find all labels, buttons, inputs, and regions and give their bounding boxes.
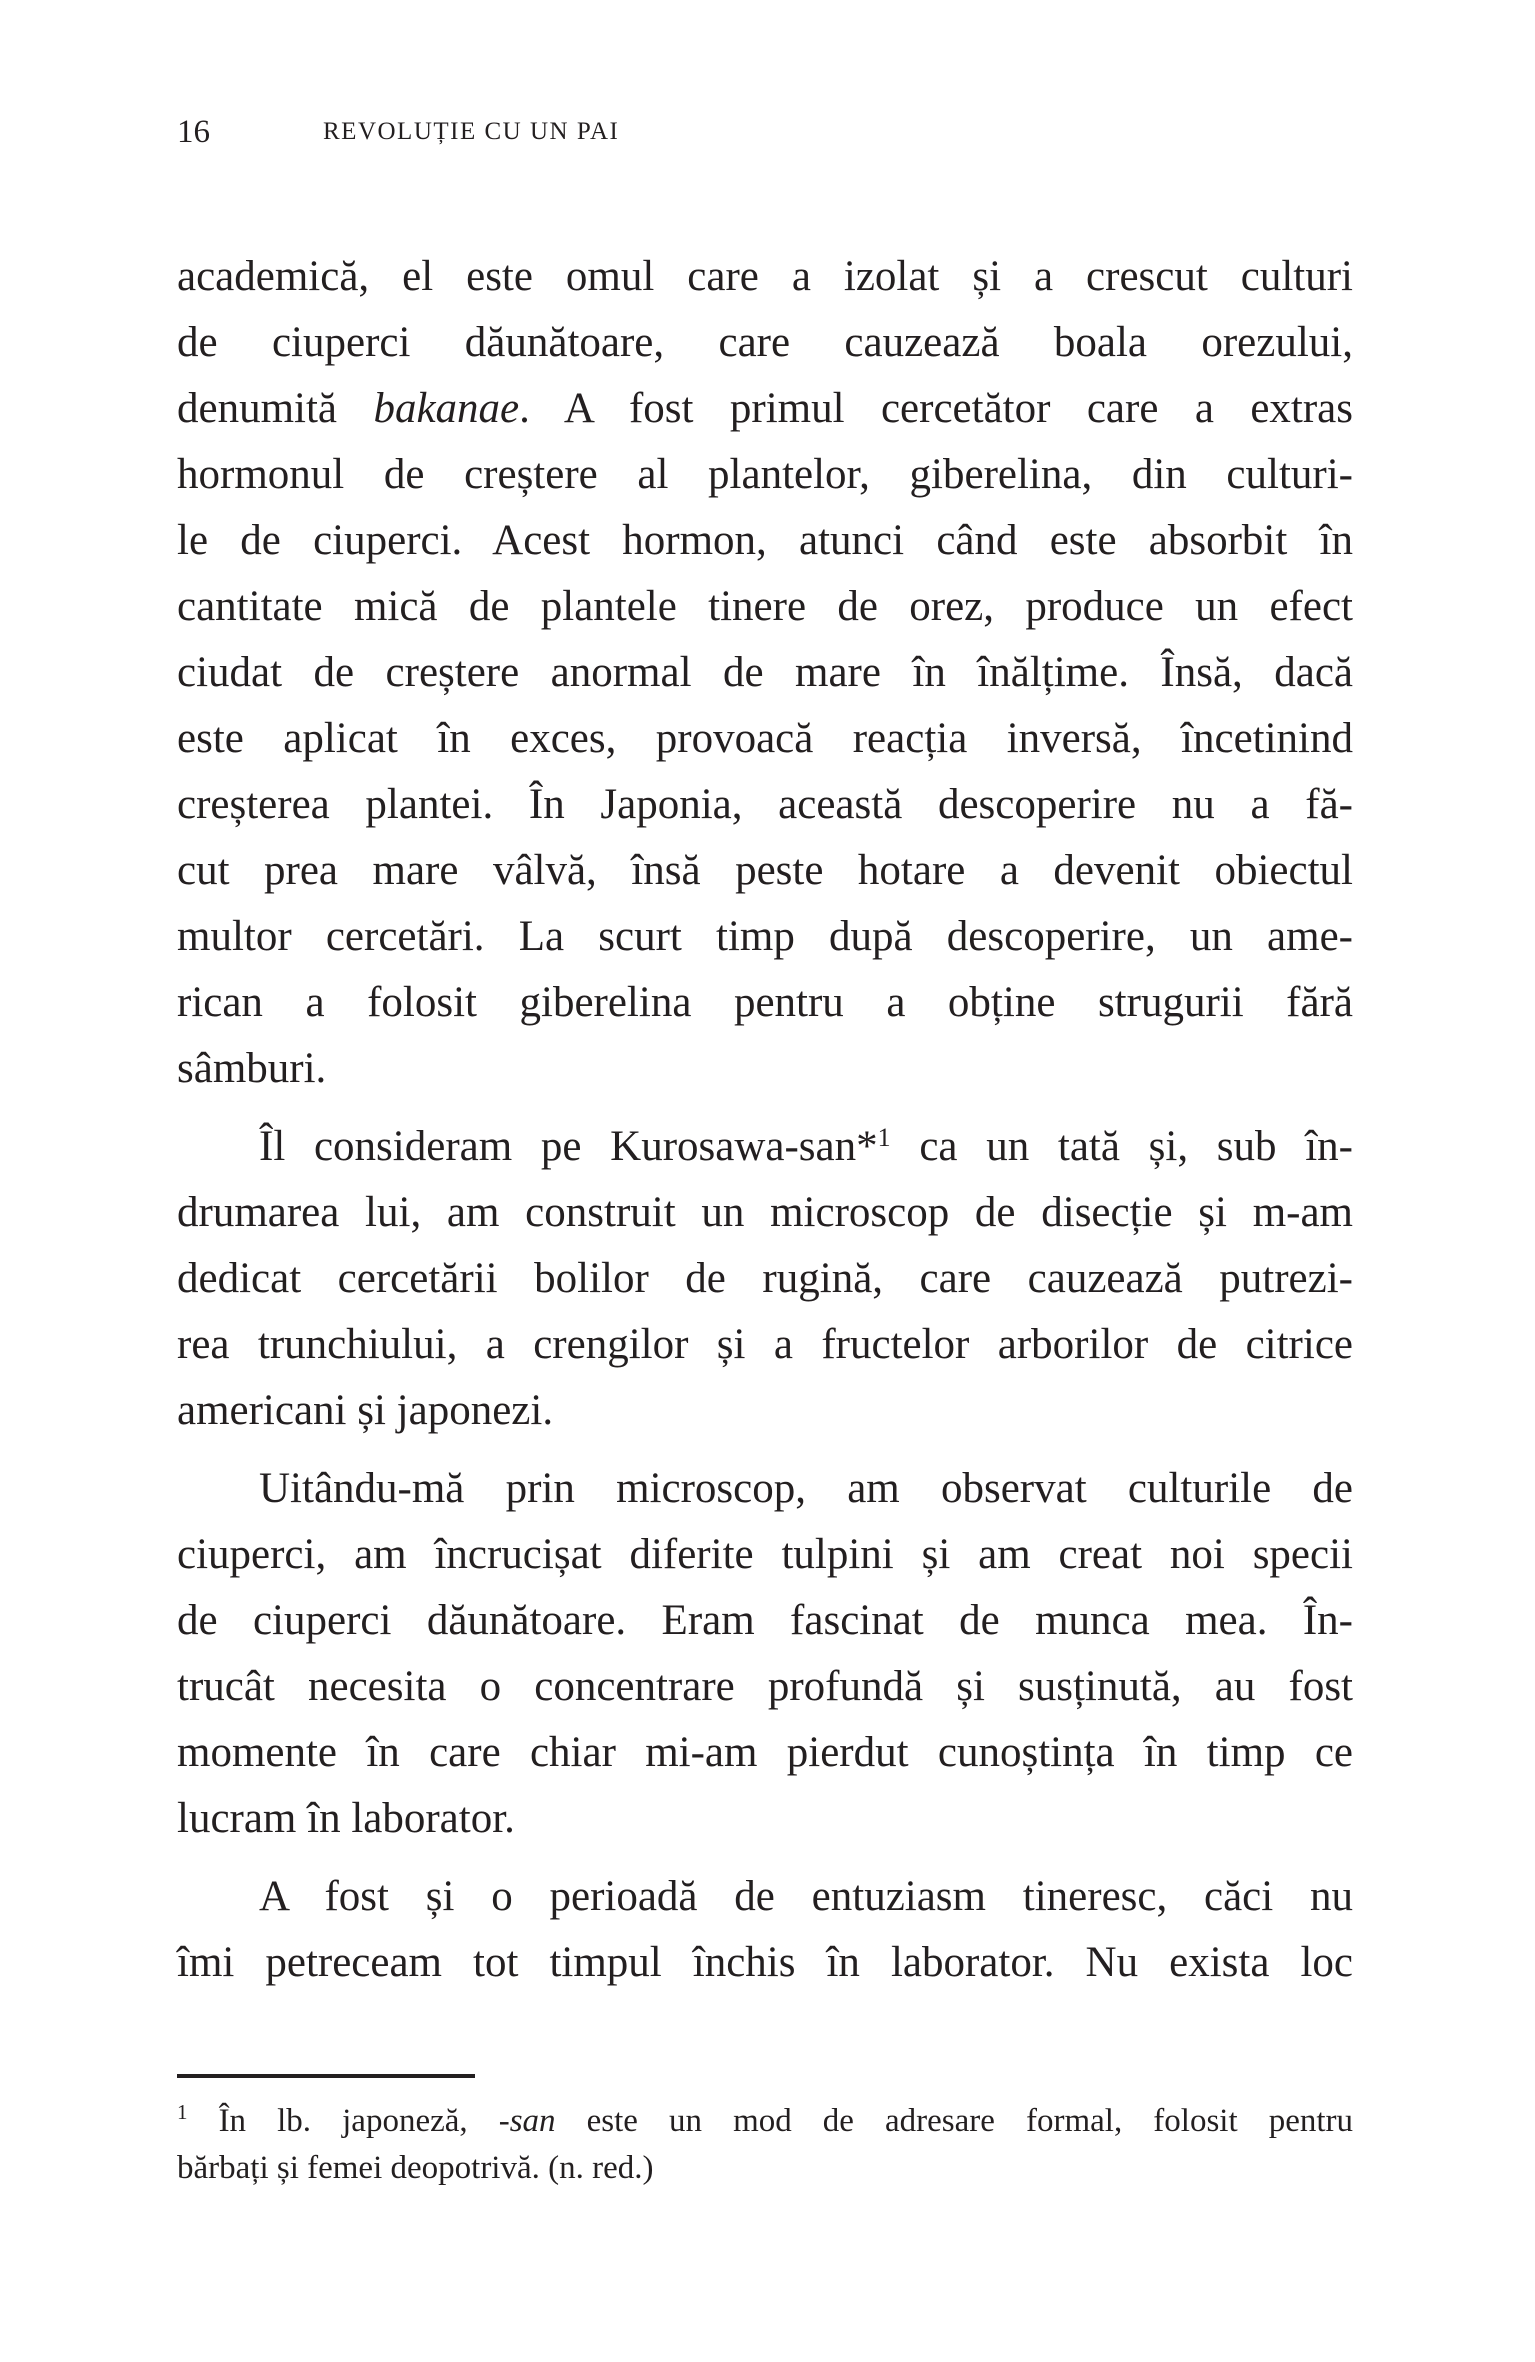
text-segment: le de ciuperci. Acest hormon, atunci când este absorbit în: [177, 517, 1353, 564]
text-segment: trucât necesita o concentrare profundă și susținută, au fost: [177, 1663, 1353, 1710]
text-line: [177, 376, 1353, 442]
text-line: [177, 310, 1353, 376]
page-number: 16: [177, 114, 210, 150]
text-segment: În lb. japoneză, -: [187, 2103, 510, 2139]
text-segment: sâmburi.: [177, 1045, 327, 1092]
text-line: [177, 244, 1353, 310]
text-line: [177, 1720, 1353, 1786]
text-line: [177, 1456, 1353, 1522]
paragraph: [177, 1864, 1353, 1996]
text-segment: rea trunchiului, a crengilor și a fructelor arborilor de citrice: [177, 1321, 1353, 1368]
text-segment: de ciuperci dăunătoare. Eram fascinat de munca mea. În-: [177, 1597, 1353, 1644]
paragraph: [177, 1114, 1353, 1444]
text-segment: drumarea lui, am construit un microscop de disecție și m-am: [177, 1189, 1353, 1236]
text-line: [177, 508, 1353, 574]
running-title: REVOLUȚIE CU UN PAI: [323, 118, 620, 145]
text-segment: . A fost primul cercetător care a extras: [519, 385, 1354, 432]
text-segment: dedicat cercetării bolilor de rugină, care cauzează putrezi-: [177, 1255, 1353, 1302]
footnote-marker: 1: [177, 2100, 188, 2124]
text-segment: ciudat de creștere anormal de mare în înălțime. Însă, dacă: [177, 649, 1353, 696]
text-line: [177, 442, 1353, 508]
text-segment: este aplicat în exces, provoacă reacția inversă, încetinind: [177, 715, 1353, 762]
text-line: [177, 706, 1353, 772]
text-segment: ciuperci, am încrucișat diferite tulpini și am creat noi specii: [177, 1531, 1353, 1578]
text-line: [177, 2145, 1353, 2192]
italic-term: san: [509, 2103, 556, 2139]
text-line: [177, 1864, 1353, 1930]
text-line: [177, 640, 1353, 706]
text-segment: bărbați și femei deopotrivă. (n. red.): [177, 2150, 654, 2186]
text-line: [177, 1654, 1353, 1720]
italic-term: bakanae: [373, 385, 520, 432]
text-segment: ca un tată și, sub în-: [890, 1123, 1353, 1170]
text-line: [177, 1588, 1353, 1654]
footnote-marker: 1: [877, 1123, 891, 1152]
text-segment: hormonul de creștere al plantelor, giberelina, din culturi-: [177, 451, 1353, 498]
text-line: [177, 574, 1353, 640]
text-line: [177, 1312, 1353, 1378]
text-segment: de ciuperci dăunătoare, care cauzează boala orezului,: [177, 319, 1353, 366]
text-line: [177, 1114, 1353, 1180]
text-segment: academică, el este omul care a izolat și a crescut culturi: [177, 253, 1353, 300]
text-segment: rican a folosit giberelina pentru a obține strugurii fără: [177, 979, 1353, 1026]
text-segment: cut prea mare vâlvă, însă peste hotare a devenit obiectul: [177, 847, 1353, 894]
footnote-divider: [177, 2074, 475, 2078]
text-line: [177, 1930, 1353, 1996]
text-line: [177, 904, 1353, 970]
text-segment: Îl consideram pe Kurosawa-san*: [259, 1123, 878, 1170]
text-segment: A fost și o perioadă de entuziasm tineresc, căci nu: [259, 1873, 1353, 1920]
paragraph: [177, 244, 1353, 1102]
text-segment: este un mod de adresare formal, folosit pentru: [555, 2103, 1354, 2139]
text-segment: cantitate mică de plantele tinere de orez, produce un efect: [177, 583, 1353, 630]
text-segment: multor cercetări. La scurt timp după descoperire, un ame-: [177, 913, 1353, 960]
text-line: [177, 1036, 1353, 1102]
text-line: [177, 1378, 1353, 1444]
text-segment: momente în care chiar mi-am pierdut cunoștința în timp ce: [177, 1729, 1353, 1776]
text-segment: denumită: [177, 385, 374, 432]
text-line: [177, 2098, 1353, 2145]
paragraph: [177, 1456, 1353, 1852]
text-line: [177, 1786, 1353, 1852]
footnote: [177, 2098, 1353, 2192]
text-segment: creșterea plantei. În Japonia, această descoperire nu a fă-: [177, 781, 1353, 828]
text-segment: Uitându-mă prin microscop, am observat culturile de: [259, 1465, 1353, 1512]
text-line: [177, 1522, 1353, 1588]
text-segment: americani și japonezi.: [177, 1387, 554, 1434]
text-line: [177, 970, 1353, 1036]
text-line: [177, 772, 1353, 838]
text-segment: îmi petreceam tot timpul închis în laborator. Nu exista loc: [177, 1939, 1353, 1986]
body-text: [177, 244, 1353, 2008]
text-line: [177, 1180, 1353, 1246]
text-line: [177, 1246, 1353, 1312]
text-segment: lucram în laborator.: [177, 1795, 515, 1842]
text-line: [177, 838, 1353, 904]
